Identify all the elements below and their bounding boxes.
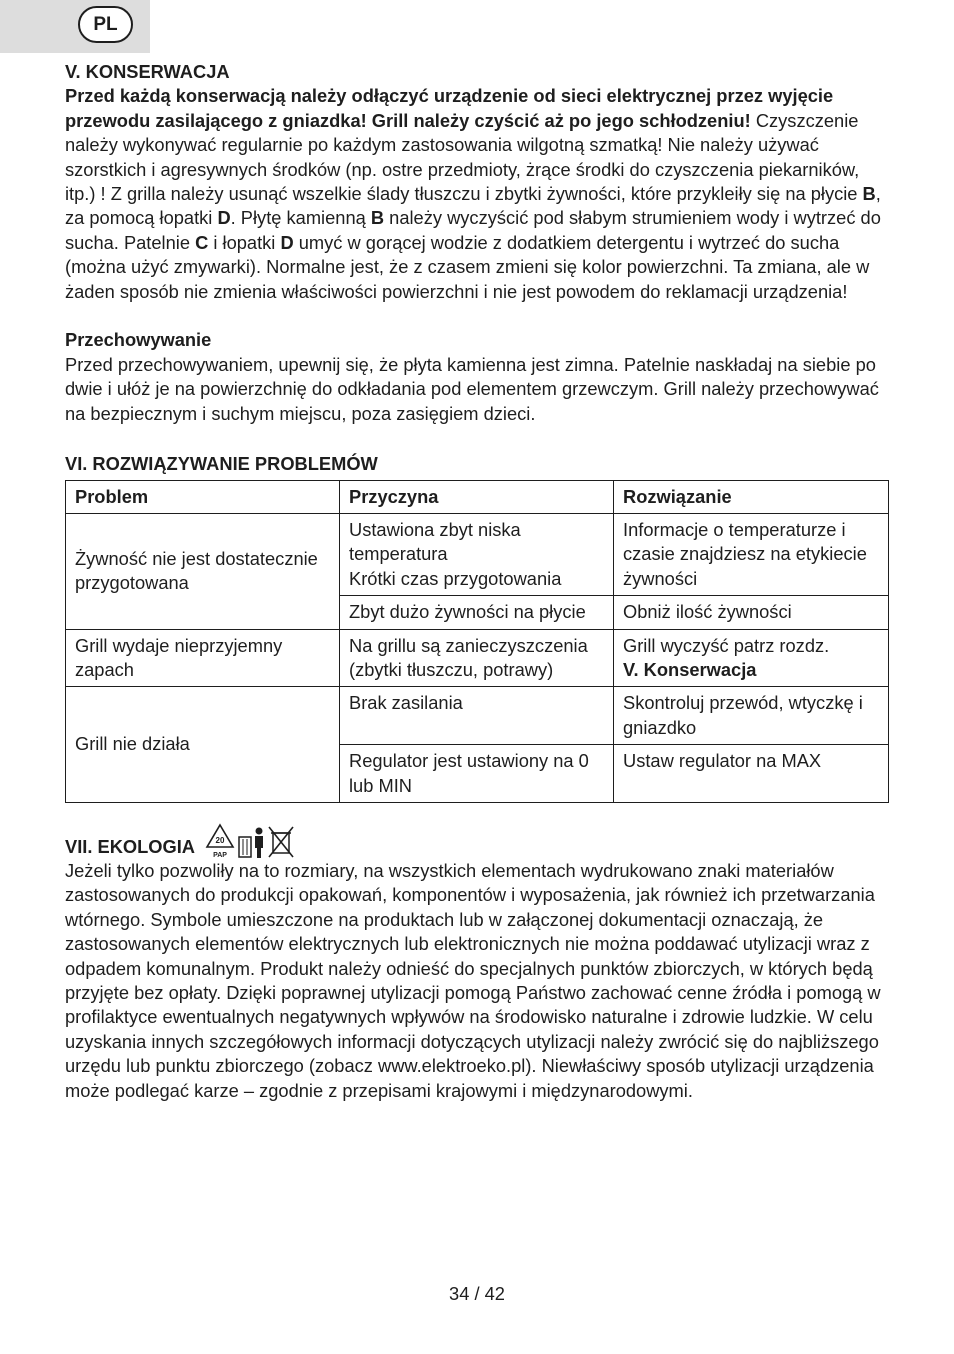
problem-cell: Żywność nie jest dostatecznie przygotowana	[66, 513, 340, 629]
solution-cell: Ustaw regulator na MAX	[614, 745, 889, 803]
header-problem: Problem	[66, 481, 340, 513]
cause-cell: Ustawiona zbyt niska temperatura Krótki czas przygotowania	[340, 513, 614, 595]
table-header-row	[66, 481, 889, 513]
table-row	[66, 513, 889, 595]
ecology-paragraph: Jeżeli tylko pozwoliły na to rozmiary, na wszystkich elementach wydrukowano znaki materiałów zastosowanych do produkcji opakowań, komponentów i wyposażenia, jak również ich przetwarzania wtórnego. Symbole umieszczone na produktach lub w załączonej dokumentacji oznaczają, że zastosowanych elementów elektrycznych lub elektronicznych nie można poddawać utylizacji wraz z odpadem komunalnym. Produkt należy odnieść do specjalnych punktów zbiorczych, w których będą przyjęte bez opłaty. Dzięki poprawnej utylizacji pomogą Państwo zachować cenne źródła i pomogą w profilaktyce ewentualnych negatywnych wpływów na środowisko naturalne i zdrowie ludzkie. W celu uzyskania innych szczegółowych informacji dotyczących utylizacji należy zwrócić się do najbliższego urzędu lub punktu zbiorczego (zobacz www.elektroeko.pl). Niewłaściwy sposób utylizacji urządzenia może podlegać karze – zgodnie z przepisami krajowymi i międzynarodowymi.	[65, 859, 881, 1101]
cause-cell: Regulator jest ustawiony na 0 lub MIN	[340, 745, 614, 803]
page-content	[65, 60, 890, 1103]
recycling-pap-icon	[205, 823, 235, 859]
storage-title: Przechowywanie	[65, 329, 212, 351]
weee-crossed-bin-icon	[267, 825, 295, 859]
tidy-man-bin-icon	[237, 825, 265, 859]
solution-cell: Informacje o temperaturze i czasie znajdziesz na etykiecie żywności	[614, 513, 889, 595]
svg-text:20: 20	[215, 835, 225, 845]
maintenance-paragraph: Przed każdą konserwacją należy odłączyć urządzenie od sieci elektrycznej przez wyjęcie przewodu zasilającego z gniazdka! Grill należy czyścić aż po jego schłodzeniu! Czyszczenie należy wykonywać regularnie po każdym zastosowania wilgotną szmatką! Nie należy używać szorstkich i agresywnych środków (np. ostre przedmioty, żrące środki do czyszczenia piekarników, itp.) ! Z grilla należy usunąć wszelkie ślady tłuszczu i zbytki żywności, które przykleiły się na płycie B, za pomocą łopatki D. Płytę kamienną B należy wyczyścić pod słabym strumieniem wody i wytrzeć do sucha. Patelnie C i łopatki D umyć w gorącej wodzie z dodatkiem detergentu i wytrzeć do sucha (można użyć zmywarki). Normalne jest, że z czasem zmieni się kolor powierzchni. Ta zmiana, ale w żaden sposób nie zmienia właściwości powierzchni i nie jest powodem do reklamacji urządzenia!	[65, 85, 881, 302]
page-number: 34 / 42	[449, 1283, 505, 1304]
cause-cell: Zbyt dużo żywności na płycie	[340, 596, 614, 629]
language-badge: PL	[78, 6, 133, 43]
svg-text:PAP: PAP	[213, 851, 227, 859]
ecology-header	[65, 823, 890, 859]
maintenance-warning: Przed każdą konserwacją należy odłączyć urządzenie od sieci elektrycznej przez wyjęcie przewodu zasilającego z gniazdka! Grill należy czyścić aż po jego schłodzeniu!	[65, 85, 834, 131]
cause-cell: Na grillu są zanieczyszczenia (zbytki tłuszczu, potrawy)	[340, 629, 614, 687]
cause-cell: Brak zasilania	[340, 687, 614, 745]
solution-cell: Skontroluj przewód, wtyczkę i gniazdko	[614, 687, 889, 745]
solution-cell: Obniż ilość żywności	[614, 596, 889, 629]
solution-cell: Grill wyczyść patrz rozdz. V. Konserwacja	[614, 629, 889, 687]
section-7-title: VII. EKOLOGIA	[65, 835, 196, 857]
table-row	[66, 687, 889, 745]
problem-cell: Grill nie działa	[66, 687, 340, 803]
ecology-icons	[205, 823, 295, 859]
section-6-title: VI. ROZWIĄZYWANIE PROBLEMÓW	[65, 453, 378, 475]
problem-cell: Grill wydaje nieprzyjemny zapach	[66, 629, 340, 687]
storage-paragraph: Przed przechowywaniem, upewnij się, że płyta kamienna jest zimna. Patelnie naskładaj na siebie po dwie i ułóż je na powierzchnię do odkładania pod elementem grzewczym. Grill należy przechowywać na bezpiecznym i suchym miejscu, poza zasięgiem dzieci.	[65, 353, 879, 424]
header-cause: Przyczyna	[340, 481, 614, 513]
language-tab	[0, 0, 150, 53]
section-5-title: V. KONSERWACJA	[65, 61, 230, 82]
table-row	[66, 629, 889, 687]
troubleshooting-table	[65, 480, 889, 802]
header-solution: Rozwiązanie	[614, 481, 889, 513]
